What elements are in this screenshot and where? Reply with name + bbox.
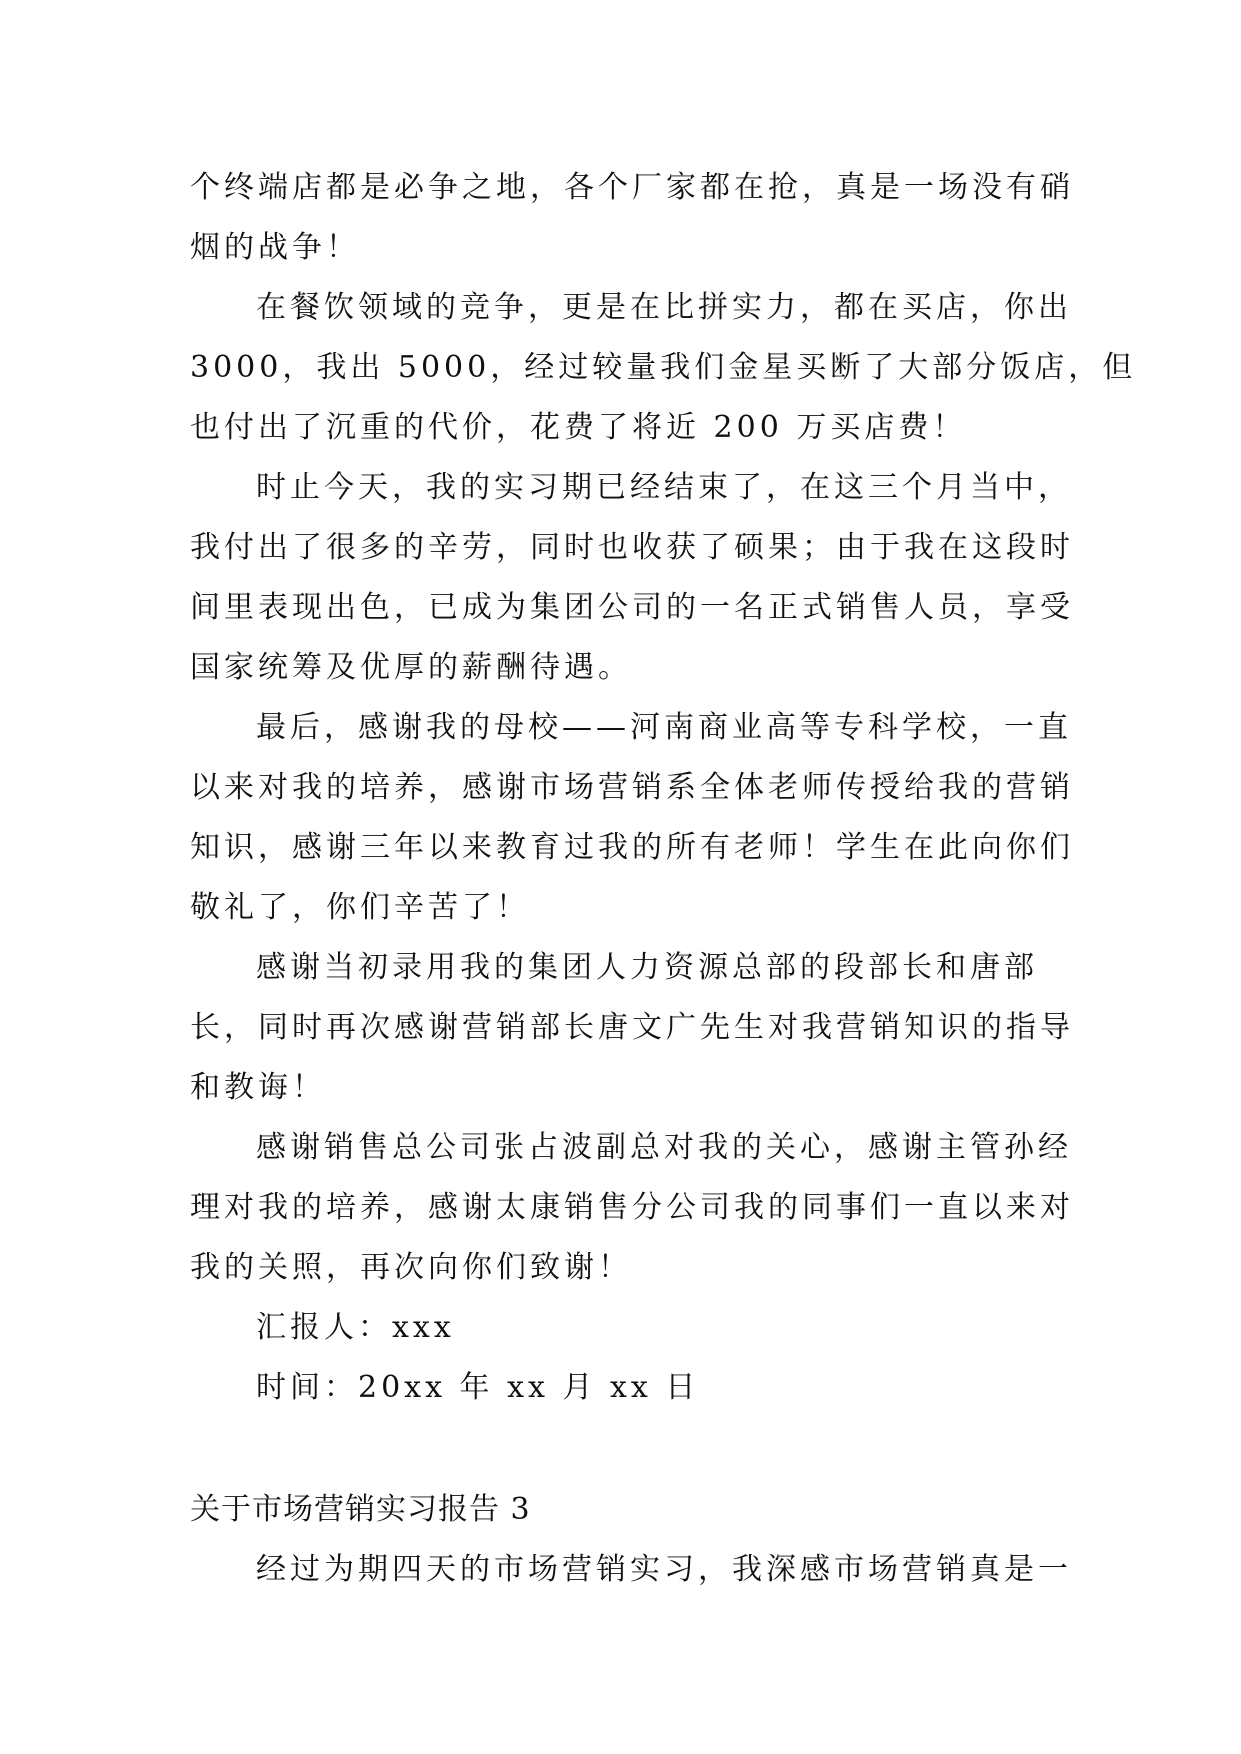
text-line: 也付出了沉重的代价，花费了将近 200 万买店费！ xyxy=(190,410,967,445)
text-line: 和教诲！ xyxy=(190,1070,326,1105)
paragraph-5 xyxy=(190,938,1074,1118)
paragraph-4 xyxy=(190,698,1074,938)
text-line: 知识，感谢三年以来教育过我的所有老师！学生在此向你们 xyxy=(190,830,1074,865)
text-line: 经过为期四天的市场营销实习，我深感市场营销真是一 xyxy=(256,1552,1072,1587)
text-line: 3000，我出 5000，经过较量我们金星买断了大部分饭店，但 xyxy=(190,350,1137,385)
reporter-line: 汇报人：xxx xyxy=(256,1310,455,1345)
text-line: 感谢当初录用我的集团人力资源总部的段部长和唐部 xyxy=(256,950,1038,985)
text-line: 国家统筹及优厚的薪酬待遇。 xyxy=(190,650,632,685)
paragraph-7 xyxy=(190,1540,1072,1600)
text-line: 最后，感谢我的母校——河南商业高等专科学校，一直 xyxy=(256,710,1072,745)
paragraph-3 xyxy=(190,458,1074,698)
date-line: 时间：20xx 年 xx 月 xx 日 xyxy=(256,1370,700,1405)
text-line: 理对我的培养，感谢太康销售分公司我的同事们一直以来对 xyxy=(190,1190,1074,1225)
text-line: 我的关照，再次向你们致谢！ xyxy=(190,1250,632,1285)
text-line: 以来对我的培养，感谢市场营销系全体老师传授给我的营销 xyxy=(190,770,1074,805)
text-line: 在餐饮领域的竞争，更是在比拼实力，都在买店，你出 xyxy=(256,290,1072,325)
text-line: 我付出了很多的辛劳，同时也收获了硕果；由于我在这段时 xyxy=(190,530,1074,565)
paragraph-2 xyxy=(190,278,1137,458)
paragraph-1 xyxy=(190,158,1074,278)
section-title: 关于市场营销实习报告 3 xyxy=(190,1492,531,1527)
text-line: 长，同时再次感谢营销部长唐文广先生对我营销知识的指导 xyxy=(190,1010,1074,1045)
text-line: 烟的战争！ xyxy=(190,230,360,265)
section-gap xyxy=(190,1418,1050,1480)
text-line: 间里表现出色，已成为集团公司的一名正式销售人员，享受 xyxy=(190,590,1074,625)
text-line: 感谢销售总公司张占波副总对我的关心，感谢主管孙经 xyxy=(256,1130,1072,1165)
text-line: 个终端店都是必争之地，各个厂家都在抢，真是一场没有硝 xyxy=(190,170,1074,205)
document-body xyxy=(190,158,1137,1600)
text-line: 时止今天，我的实习期已经结束了，在这三个月当中， xyxy=(256,470,1072,505)
paragraph-6 xyxy=(190,1118,1074,1298)
text-line: 敬礼了，你们辛苦了！ xyxy=(190,890,530,925)
